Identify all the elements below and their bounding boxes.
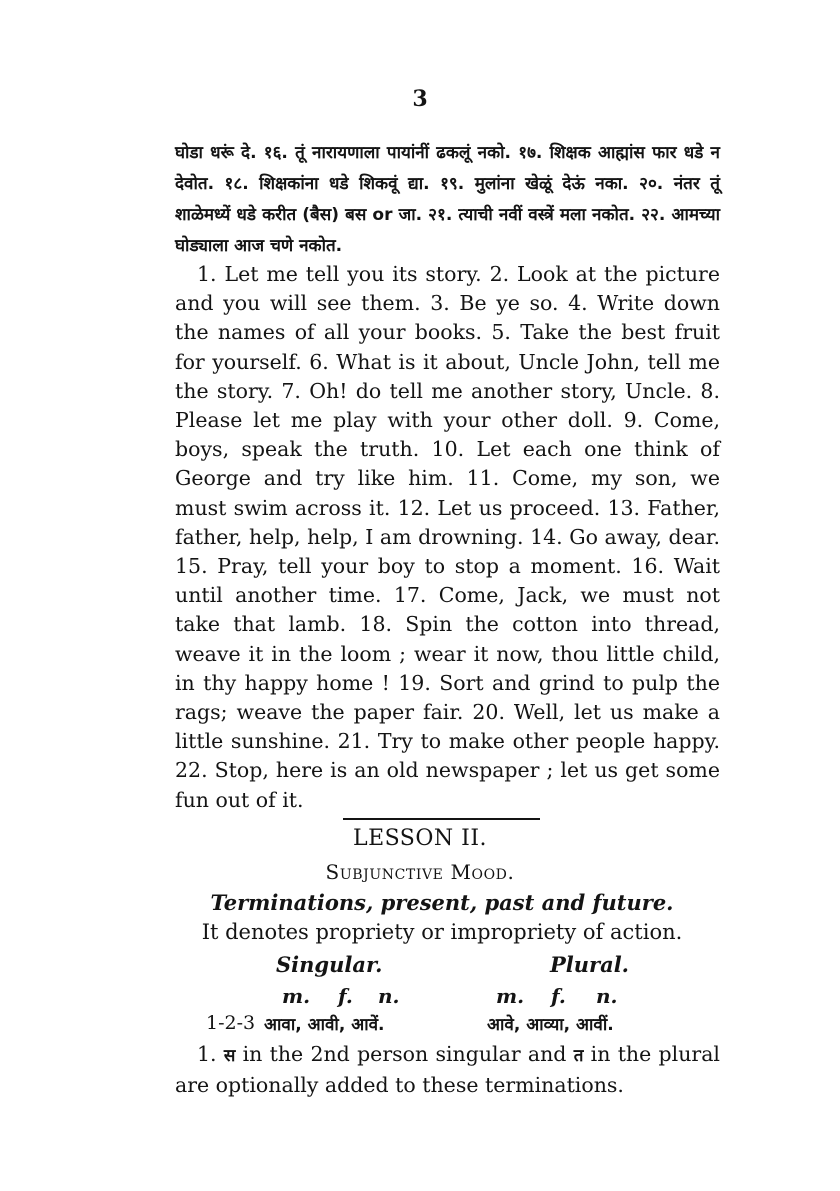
plural-gender-masculine: m. [496, 984, 525, 1008]
person-row-label: 1-2-3 [206, 1012, 256, 1034]
terminations-subheading: Terminations, present, past and future. [210, 890, 674, 915]
terminations-note [175, 1040, 720, 1100]
marathi-exercise-paragraph: घोडा धरूं दे. १६. तूं नारायणाला पायांनीं ढकलूं नको. १७. शिक्षक आह्मांस फार धडे न देवोत. १८. शिक्षकांना धडे शिकवूं द्या. १९. मुलांना खेळूं देऊं नका. २०. नंतर तूं शाळेमध्यें धडे करीत (बैस) बस or जा. २१. त्याची नवीं वस्त्रें मला नकोत. २२. आमच्या घोड्याला आज चणे नकोत. [175, 143, 720, 256]
plural-terminations: आवे, आव्या, आवीं. [487, 1015, 614, 1035]
definition-line: It denotes propriety or impropriety of action. [201, 920, 683, 944]
mood-heading: Subjunctive Mood. [325, 860, 515, 884]
note-middle-text: in the 2nd person singular and [242, 1042, 567, 1066]
english-exercise-text: 1. Let me tell you its story. 2. Look at the picture and you will see them. 3. Be ye so. 4. Write down the names of all your books. 5. Take the best fruit for yourself. 6. What is it about, Uncle John, tell me the story. 7. Oh! do tell me another story, Uncle. 8. Please let me play with your other doll. 9. Come, boys, speak the truth. 10. Let each one think of George and try like him. 11. Come, my son, we must swim across it. 12. Let us proceed. 13. Father, father, help, help, I am drowning. 14. Go away, dear. 15. Pray, tell your boy to stop a moment. 16. Wait until another time. 17. Come, Jack, we must not take that lamb. 18. Spin the cotton into thread, weave it in the loom ; wear it now, thou little child, in thy happy home ! 19. Sort and grind to pulp the rags; weave the paper fair. 20. Well, let us make a little sunshine. 21. Try to make other people happy. 22. Stop, here is an old newspaper ; let us get some fun out of it. [175, 262, 720, 812]
page-number: 3 [412, 86, 428, 112]
note-letter-singular: स [223, 1046, 236, 1066]
singular-column-heading: Singular. [276, 952, 383, 977]
singular-terminations: आवा, आवी, आवें. [264, 1015, 385, 1035]
lesson-title: LESSON II. [352, 826, 488, 851]
note-suffix-text: in the plural are optionally added to these terminations. [175, 1042, 720, 1097]
note-number: 1. [197, 1042, 217, 1066]
singular-gender-masculine: m. [282, 984, 311, 1008]
plural-gender-neuter: n. [596, 984, 618, 1008]
section-divider [343, 818, 540, 820]
plural-column-heading: Plural. [550, 952, 629, 977]
plural-gender-feminine: f. [551, 984, 566, 1008]
note-letter-plural: त [573, 1046, 584, 1066]
singular-gender-feminine: f. [338, 984, 353, 1008]
english-exercise-paragraph [175, 260, 720, 815]
singular-gender-neuter: n. [378, 984, 400, 1008]
